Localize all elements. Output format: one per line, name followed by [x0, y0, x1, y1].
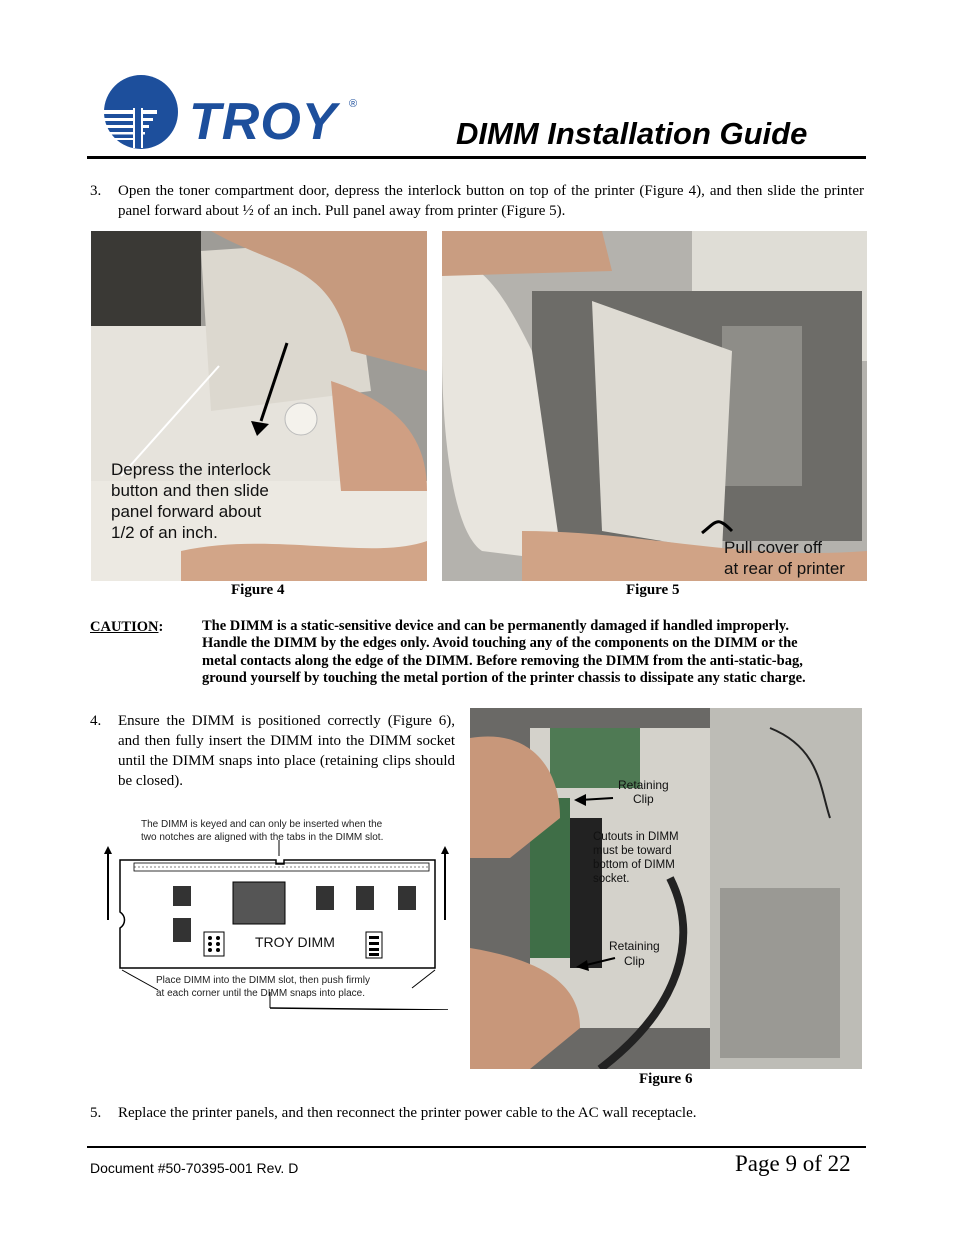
footer-rule — [87, 1146, 866, 1148]
dimm-bottom-note: Place DIMM into the DIMM slot, then push firmly at each corner until the DIMM snaps into place. — [156, 975, 370, 999]
figure-6-photo — [470, 708, 862, 1069]
troy-logo-text: TROY — [189, 93, 338, 151]
figure-6-printer-illustration — [470, 708, 862, 1069]
header-rule — [87, 156, 866, 159]
figure-4-caption: Figure 4 — [231, 582, 285, 598]
registered-mark: ® — [349, 98, 358, 110]
figure-6-caption: Figure 6 — [639, 1071, 693, 1087]
figure-6-retaining-clip-bottom: Retaining Clip — [609, 939, 660, 968]
page-title: DIMM Installation Guide — [456, 116, 808, 151]
dimm-top-note: The DIMM is keyed and can only be inserted when the two notches are aligned with the tabs in the DIMM slot. — [141, 819, 384, 843]
document-number: Document #50-70395-001 Rev. D — [90, 1160, 299, 1176]
step-3-number: 3. — [90, 183, 102, 199]
figure-5-label: Pull cover off at rear of printer — [724, 538, 845, 578]
figure-6-retaining-clip-top: Retaining Clip — [618, 778, 669, 806]
step-4-number: 4. — [90, 713, 102, 729]
figure-6-cutouts-label: Cutouts in DIMM must be toward bottom of DIMM socket. — [593, 831, 679, 885]
page-number: Page 9 of 22 — [735, 1151, 851, 1176]
step-5-text: Replace the printer panels, and then reconnect the printer power cable to the AC wall receptacle. — [118, 1105, 697, 1121]
caution-text: The DIMM is a static-sensitive device and can be permanently damaged if handled improperly. Handle the DIMM by the edges only. Avoid touching any of the components on the DIMM or the metal contacts along the edge of the DIMM. Before removing the DIMM from the anti-static-bag, ground yourself by touching the metal portion of the printer chassis to dissipate any static charge. — [202, 618, 806, 686]
figure-4-photo — [91, 231, 427, 581]
figure-5-printer-illustration — [442, 231, 867, 581]
caution-colon: : — [158, 619, 164, 635]
step-4-text: Ensure the DIMM is positioned correctly (Figure 6), and then fully insert the DIMM into the DIMM socket until the DIMM snaps into place (retaining clips should be closed). — [118, 713, 455, 789]
caution-label: CAUTION — [90, 619, 159, 635]
figure-5-photo — [442, 231, 867, 581]
troy-logo — [103, 72, 363, 152]
step-5-number: 5. — [90, 1105, 102, 1121]
caution-heading — [90, 618, 163, 636]
figure-5-caption: Figure 5 — [626, 582, 680, 598]
step-3-text: Open the toner compartment door, depress the interlock button on top of the printer (Figure 4), and then slide the printer panel forward about ½ of an inch. Pull panel away from printer (Figure 5). — [118, 183, 864, 219]
figure-4-label: Depress the interlock button and then slide panel forward about 1/2 of an inch. — [111, 460, 271, 542]
dimm-board-label: TROY DIMM — [255, 934, 335, 950]
troy-logo-emblem-icon — [103, 72, 183, 152]
